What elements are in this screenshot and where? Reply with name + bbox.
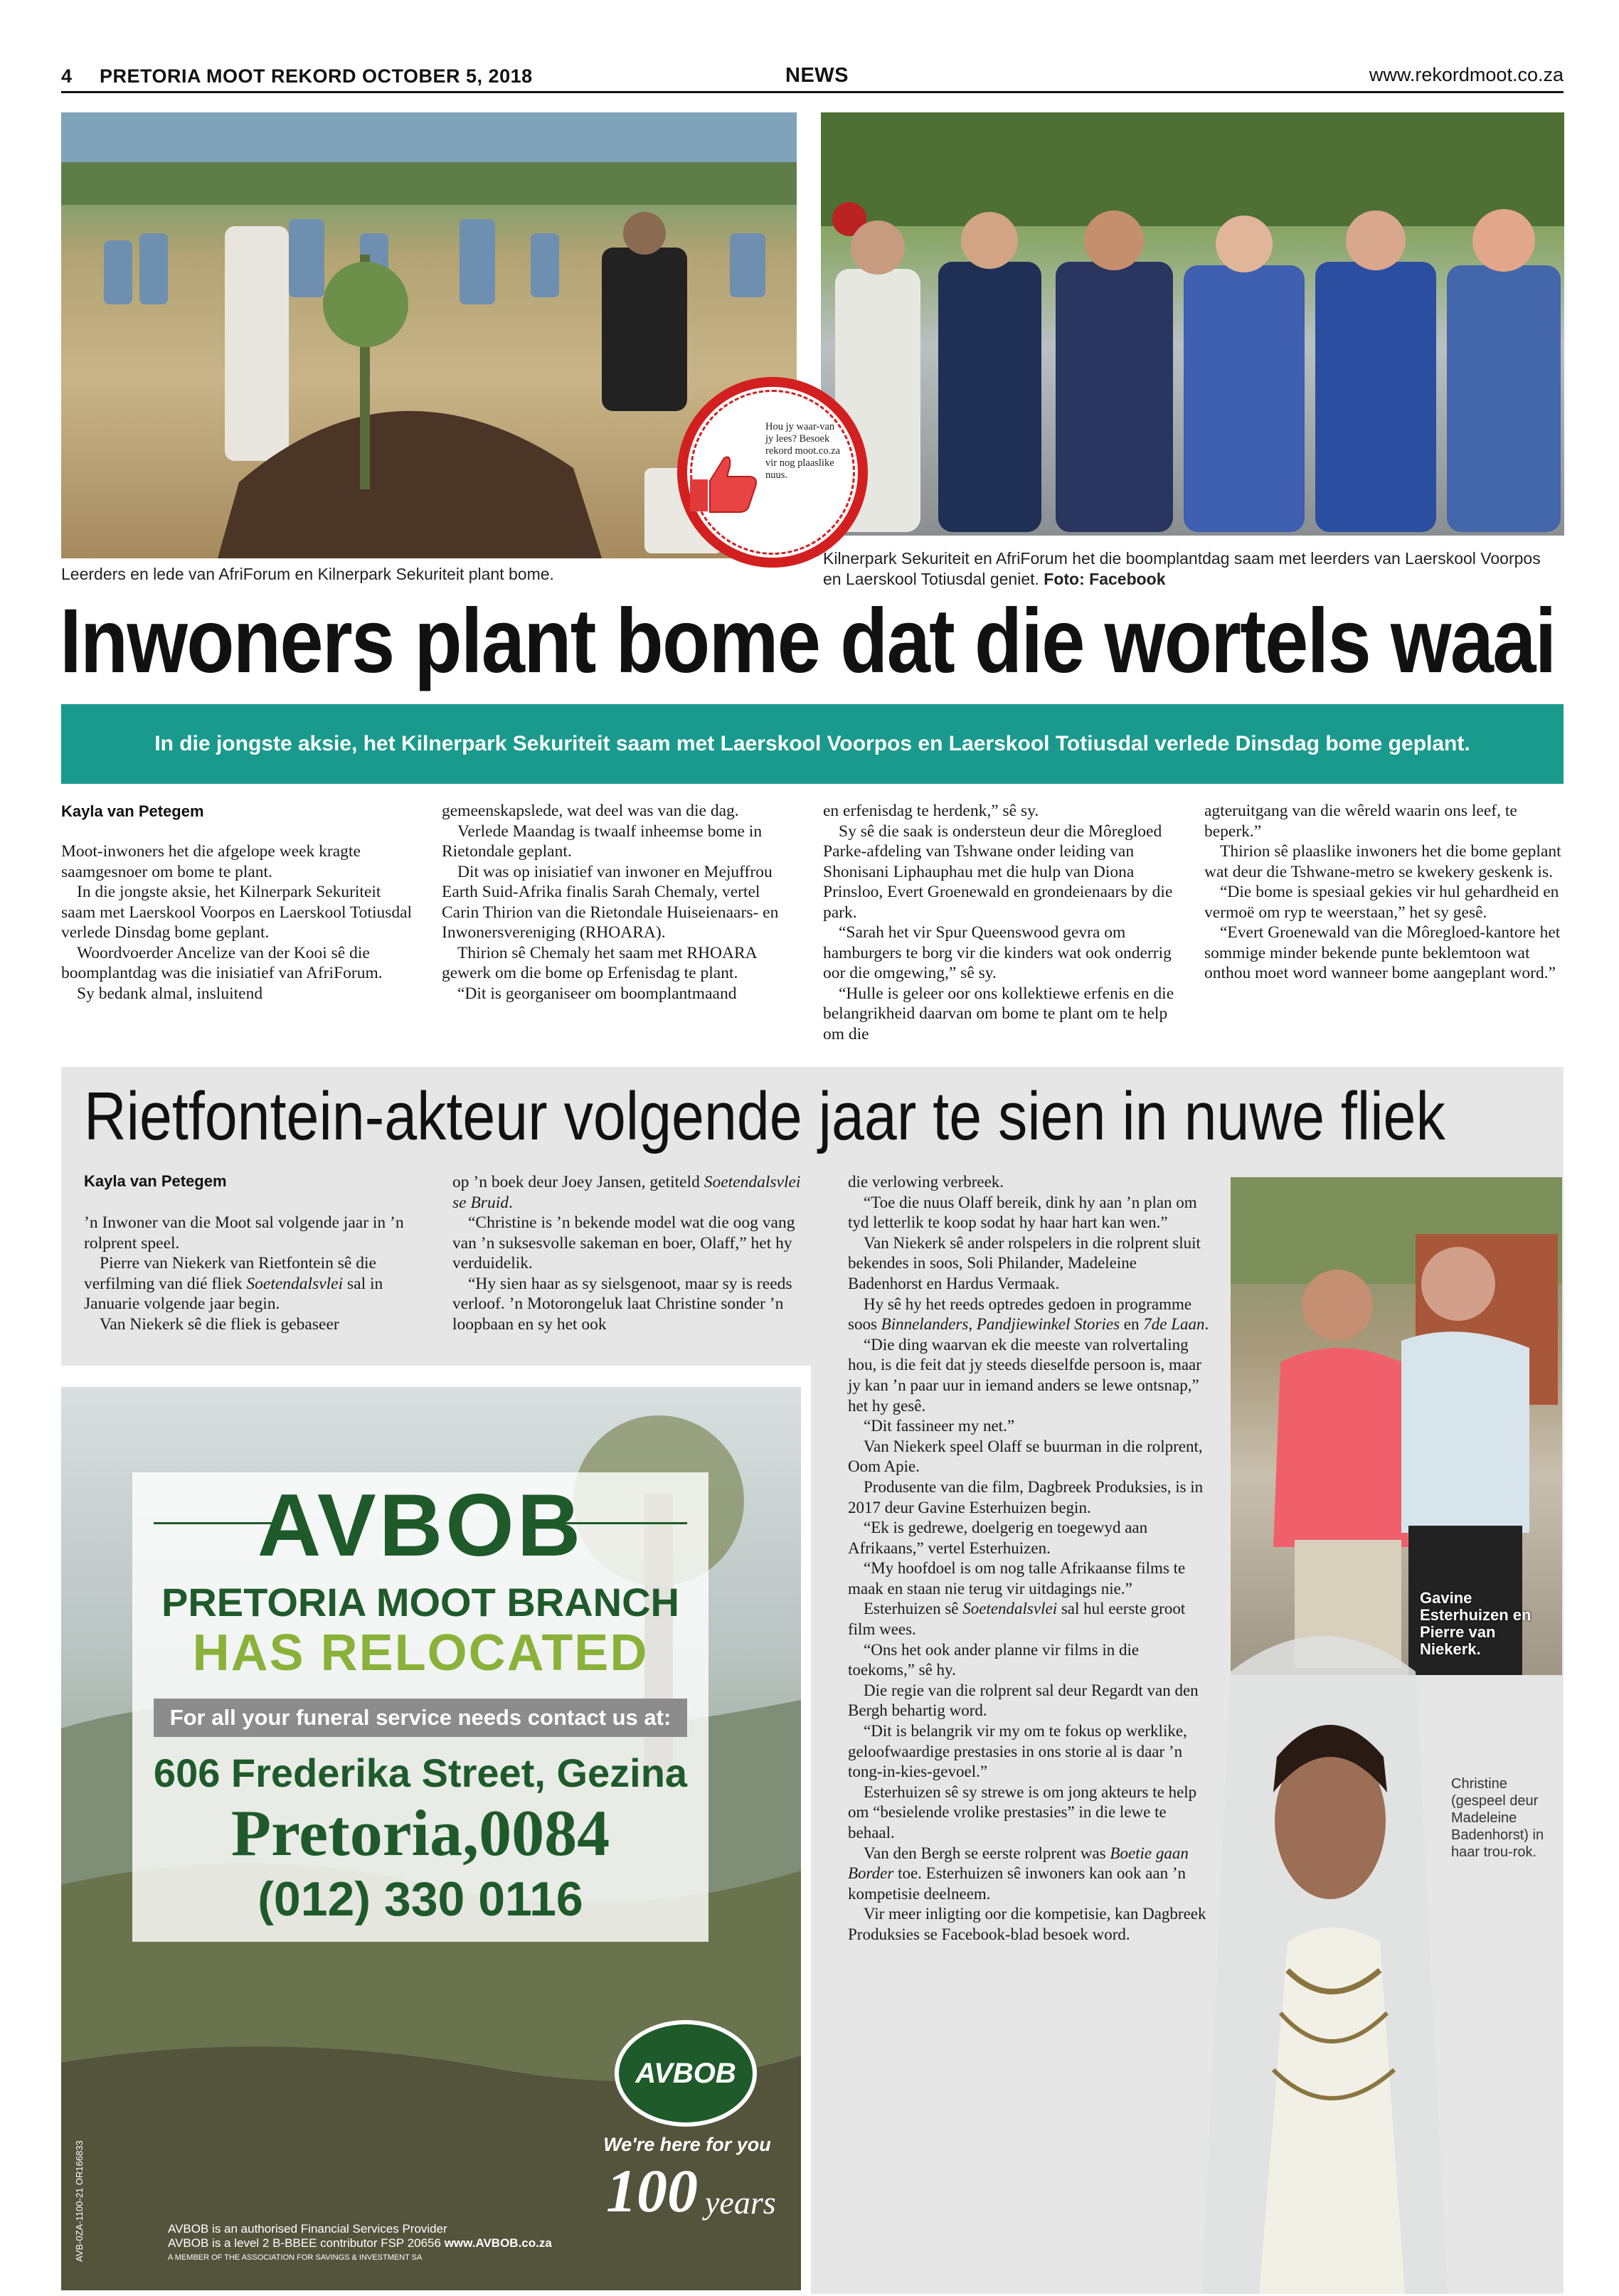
a2c3-p14: “Dit is belangrik vir my om te fokus op werklike, geloofwaardige prestasies in ons storie al is daar ’n tong-in-kies-gevoel.” bbox=[848, 1722, 1187, 1781]
article1-column-1 bbox=[61, 841, 417, 1004]
a1c1-p2: In die jongste aksie, het Kilnerpark Sekuriteit saam met Laerskool Voorpos en Laerskool Totiusdal verlede Dinsdag bome geplant. bbox=[61, 883, 413, 942]
publication-dateline: PRETORIA MOOT REKORD OCTOBER 5, 2018 bbox=[100, 65, 533, 87]
a1c2-p3: Dit was op inisiatief van inwoner en Mejuffrou Earth Suid-Afrika finalis Sarah Chemaly, vertel Carin Thirion van die Rietondale Huiseienaars- en Inwonersvereniging (RHOARA). bbox=[442, 862, 779, 942]
a1c4-p3: “Die bome is spesiaal gekies vir hul gehardheid en vermoë om ryp te weerstaan,” het sy gesê. bbox=[1204, 883, 1559, 922]
bride-photo bbox=[1202, 1615, 1448, 2294]
a2c3-p8: Produsente van die film, Dagbreek Produksies, is in 2017 deur Gavine Esterhuizen begin. bbox=[848, 1477, 1204, 1516]
a2c1-p2: Pierre van Niekerk van Rietfontein sê die verfilming van dié fliek Soetendalsvlei sal in Januarie volgende jaar begin. bbox=[84, 1254, 383, 1313]
advert-address-city: Pretoria,0084 bbox=[230, 1797, 610, 1869]
thumbs-up-icon bbox=[683, 451, 761, 519]
photo2-caption bbox=[823, 548, 1563, 590]
a2c1-p1: ’n Inwoner van die Moot sal volgende jaar in ’n rolprent speel. bbox=[84, 1213, 404, 1253]
a1c2-p4: Thirion sê Chemaly het saam met RHOARA gewerk om die bome op Erfenisdag te plant. bbox=[442, 943, 757, 982]
a2c2-p2: “Christine is ’n bekende model wat die oog vang van ’n suksesvolle sakeman en boer, Olaff,” het hy verduidelik. bbox=[452, 1213, 795, 1272]
avbob-logo-text: AVBOB bbox=[635, 2057, 736, 2089]
actors-photo-caption: Gavine Esterhuizen en Pierre van Niekerk. bbox=[1420, 1589, 1532, 1658]
fineprint-line2-text: AVBOB is a level 2 B-BBEE contributor FSP 20656 bbox=[168, 2236, 441, 2250]
article2-byline: Kayla van Petegem bbox=[84, 1172, 227, 1190]
a2c3-p15: Esterhuizen sê sy strewe is om jong akteurs te help om “besielende vrolike prestasies” in die lewe te behaal. bbox=[848, 1782, 1197, 1841]
article2-column-1 bbox=[84, 1213, 432, 1334]
photo2-credit: Foto: Facebook bbox=[1044, 570, 1166, 588]
website-url[interactable]: www.rekordmoot.co.za bbox=[1369, 64, 1564, 85]
article1-column-2 bbox=[442, 801, 797, 1004]
advert-tagline: We're here for you bbox=[603, 2134, 771, 2155]
a1c3-p2: Sy sê die saak is ondersteun deur die Môregloed Parke-afdeling van Tshwane onder leiding van Shonisani Liphauphau met die hulp van Diona Prinsloo, Evert Groenewald en grondeienaars by die park. bbox=[823, 822, 1173, 922]
advert-brand: AVBOB bbox=[257, 1477, 584, 1575]
advert-fineprint bbox=[168, 2222, 552, 2265]
a2c3-p10: “My hoofdoel is om nog talle Afrikaanse films te maak en staan nie terug vir uitdagings nie.” bbox=[848, 1559, 1186, 1598]
a2c3-p6: “Dit fassineer my net.” bbox=[864, 1417, 1015, 1435]
a2c2-p1: op ’n boek deur Joey Jansen, getiteld Soetendalsvlei se Bruid. bbox=[452, 1173, 801, 1212]
a2c3-p5: “Die ding waarvan ek die meeste van rolvertaling hou, is die feit dat jy steeds dieselfde persoon is, maar jy kan ’n paar uur in iemand anders se lewe ontsnap,” het hy gesê. bbox=[848, 1335, 1201, 1415]
bride-illustration bbox=[1202, 1615, 1448, 2294]
a1c4-p1: agteruitgang van die wêreld waarin ons leef, te beperk.” bbox=[1204, 802, 1517, 841]
group-photo bbox=[821, 112, 1564, 536]
a1c3-p1: en erfenisdag te herdenk,” sê sy. bbox=[823, 802, 1039, 820]
advert-website[interactable]: www.AVBOB.co.za bbox=[444, 2236, 552, 2250]
advert-phone[interactable]: (012) 330 0116 bbox=[258, 1872, 583, 1926]
a1c2-p1: gemeenskapslede, wat deel was van die dag. bbox=[442, 802, 739, 820]
advert-contact-bar: For all your funeral service needs contact us at: bbox=[154, 1699, 687, 1737]
a1c1-p1: Moot-inwoners het die afgelope week kragte saamgesnoer om bome te plant. bbox=[61, 842, 361, 881]
advert-side-code: AVB-0ZA-1100-21 OR166833 bbox=[74, 2140, 85, 2262]
fineprint-line1: AVBOB is an authorised Financial Services Provider bbox=[168, 2222, 447, 2236]
a1c2-p2: Verlede Maandag is twaalf inheemse bome in Rietondale geplant. bbox=[442, 822, 763, 861]
a2c3-p1: die verlowing verbreek. bbox=[848, 1173, 1004, 1191]
actors-photo bbox=[1231, 1177, 1562, 1675]
a1c2-p5: “Dit is georganiseer om boomplantmaand bbox=[457, 984, 737, 1003]
a2c3-p7: Van Niekerk speel Olaff se buurman in die rolprent, Oom Apie. bbox=[848, 1437, 1203, 1476]
article1-byline: Kayla van Petegem bbox=[61, 802, 204, 820]
photo2-caption-text: Kilnerpark Sekuriteit en AfriForum het die boomplantdag saam met leerders van Laerskool Voorpos en Laerskool Totiusdal geniet. bbox=[823, 549, 1541, 588]
a2c3-p13: Die regie van die rolprent sal deur Regardt van den Bergh behartig word. bbox=[848, 1681, 1199, 1720]
advert-years-word: years bbox=[705, 2184, 776, 2221]
a1c1-p3: Woordvoerder Ancelize van der Kooi sê die boomplantdag was die inisiatief van AfriForum. bbox=[61, 943, 383, 982]
avbob-advert[interactable] bbox=[61, 1387, 801, 2290]
advert-years-number: 100 bbox=[606, 2157, 698, 2225]
group-illustration bbox=[821, 112, 1564, 536]
fineprint-line2 bbox=[168, 2236, 552, 2250]
advert-line2: HAS RELOCATED bbox=[192, 1625, 649, 1681]
article1-column-4 bbox=[1204, 801, 1564, 984]
advert-address-street: 606 Frederika Street, Gezina bbox=[153, 1750, 688, 1795]
a2c3-p3: Van Niekerk sê ander rolspelers in die rolprent sluit bekendes in soos, Soli Philander, Madeleine Badenhorst en Hardus Vermaak. bbox=[848, 1233, 1201, 1292]
a2c3-p12: “Ons het ook ander planne vir films in die toekoms,” sê hy. bbox=[848, 1640, 1140, 1679]
a1c3-p4: “Hulle is geleer oor ons kollektiewe erfenis en die belangrikheid daarvan om bome te plant om te help om die bbox=[823, 984, 1174, 1043]
promo-badge-text: Hou jy waar-van jy lees? Besoek rekord moot.co.za vir nog plaaslike nuus. bbox=[765, 421, 841, 481]
a2c2-p3: “Hy sien haar as sy sielsgenoot, maar sy is reeds verloof. ’n Motorongeluk laat Christine sonder ’n loopbaan en sy het ook bbox=[452, 1274, 792, 1334]
a2c3-p17: Vir meer inligting oor die kompetisie, kan Dagbreek Produksies se Facebook-blad besoek word. bbox=[848, 1905, 1206, 1943]
section-label: NEWS bbox=[785, 64, 849, 87]
avbob-logo bbox=[615, 2020, 757, 2127]
a2c3-p9: “Ek is gedrewe, doelgerig en toegewyd aan Afrikaans,” vertel Esterhuizen. bbox=[848, 1519, 1148, 1557]
a2c3-p4: Hy sê hy het reeds optredes gedoen in programme soos Binnelanders, Pandjiewinkel Stories en 7de Laan. bbox=[848, 1295, 1209, 1334]
article2-column-3 bbox=[848, 1172, 1209, 1945]
a1c3-p3: “Sarah het vir Spur Queenswood gevra om hamburgers te borg vir die kinders wat ook onderrig oor die omgewing,” sê sy. bbox=[823, 923, 1172, 982]
article1-standfirst: In die jongste aksie, het Kilnerpark Sekuriteit saam met Laerskool Voorpos en Laerskool Totiusdal verlede Dinsdag bome geplant. bbox=[61, 704, 1564, 784]
a2c3-p2: “Toe die nuus Olaff bereik, dink hy aan ’n plan om tyd letterlik te koop sodat hy haar hart kan wen.” bbox=[848, 1193, 1197, 1232]
advert-line1: PRETORIA MOOT BRANCH bbox=[161, 1580, 679, 1625]
bride-photo-caption: Christine (gespeel deur Madeleine Badenhorst) in haar trou-rok. bbox=[1451, 1776, 1544, 1860]
a1c1-p4: Sy bedank almal, insluitend bbox=[77, 984, 263, 1003]
article2-column-2 bbox=[452, 1172, 801, 1334]
a2c1-p3: Van Niekerk sê die fliek is gebaseer bbox=[100, 1314, 339, 1334]
a1c4-p4: “Evert Groenewald van die Môregloed-kantore het sommige minder bekende punte beklemtoon wat onthou moet word wanneer bome aangeplant word.” bbox=[1204, 923, 1561, 982]
promo-badge[interactable] bbox=[677, 377, 868, 568]
a2c3-p16: Van den Bergh se eerste rolprent was Boetie gaan Border toe. Esterhuizen sê inwoners kan ook aan ’n kompetisie deelneem. bbox=[848, 1844, 1189, 1903]
article2-headline: Rietfontein-akteur volgende jaar te sien in nuwe fliek bbox=[84, 1078, 1445, 1154]
header-rule bbox=[61, 91, 1564, 93]
article1-column-3 bbox=[823, 801, 1179, 1044]
article1-headline: Inwoners plant bome dat die wortels waai bbox=[60, 590, 1556, 692]
fineprint-line3: A MEMBER OF THE ASSOCIATION FOR SAVINGS & INVESTMENT SA bbox=[168, 2253, 423, 2262]
a1c4-p2: Thirion sê plaaslike inwoners het die bome geplant wat deur die Tshwane-metro se kwekery geskenk is. bbox=[1204, 842, 1561, 881]
photo1-caption: Leerders en lede van AfriForum en Kilnerpark Sekuriteit plant bome. bbox=[61, 565, 554, 583]
a2c3-p11: Esterhuizen sê Soetendalsvlei sal hul eerste groot film wees. bbox=[848, 1600, 1186, 1639]
page-number: 4 bbox=[61, 65, 73, 87]
